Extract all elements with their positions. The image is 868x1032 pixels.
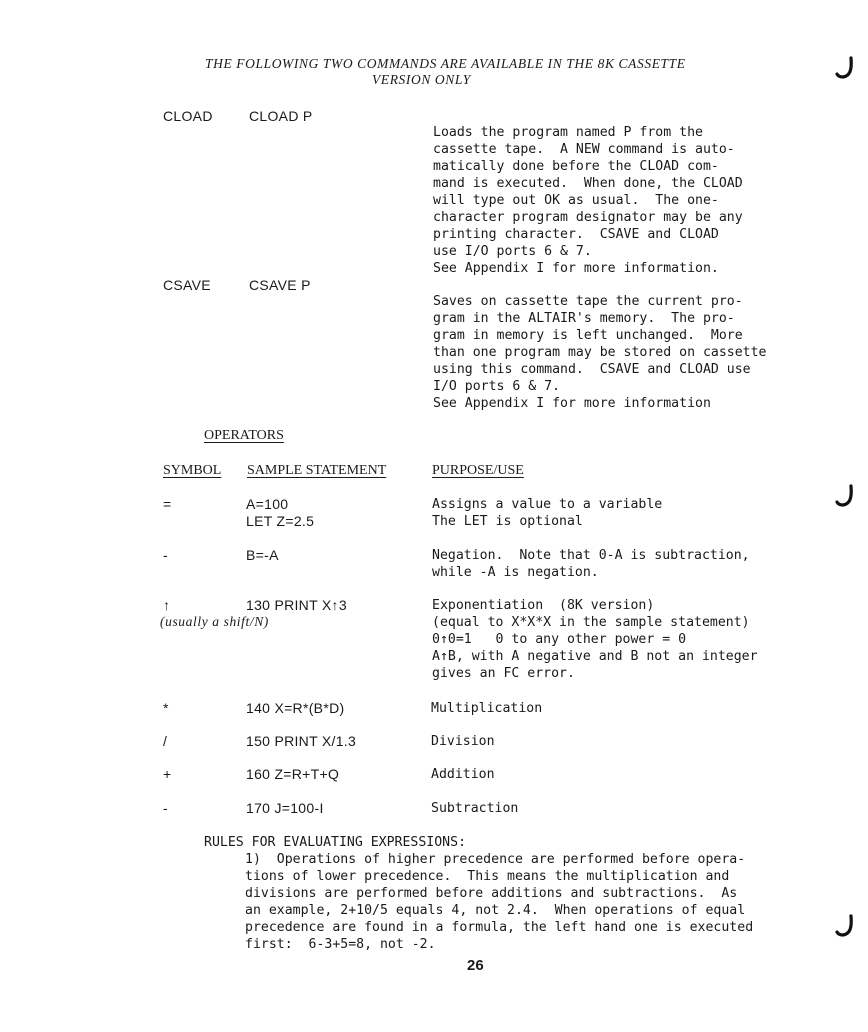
purpose-text <box>432 547 750 581</box>
description-line: I/O ports 6 & 7. <box>433 379 561 394</box>
rules-line: divisions are performed before additions and subtractions. As <box>245 886 738 901</box>
purpose-text: Addition <box>431 767 495 782</box>
sample-statement: 170 J=100-I <box>246 800 324 816</box>
description-line: mand is executed. When done, the CLOAD <box>433 176 743 191</box>
command-sample-cload: CLOAD P <box>249 108 313 124</box>
sample-statement: 160 Z=R+T+Q <box>246 766 340 782</box>
rules-line: 1) Operations of higher precedence are performed before opera- <box>245 852 746 867</box>
rules-line: precedence are found in a formula, the left hand one is executed <box>245 920 754 935</box>
purpose-line: 0↑0=1 0 to any other power = 0 <box>432 632 687 647</box>
purpose-line: Negation. Note that 0-A is subtraction, <box>432 548 750 563</box>
sample-statement: 130 PRINT X↑3 <box>246 597 347 613</box>
purpose-text <box>432 597 758 682</box>
sample-statement: 140 X=R*(B*D) <box>246 700 345 716</box>
purpose-text: Division <box>431 734 495 749</box>
description-line: than one program may be stored on cassette <box>433 345 767 360</box>
command-sample-csave: CSAVE P <box>249 277 311 293</box>
operator-symbol: - <box>163 547 168 563</box>
command-description-csave <box>433 276 766 429</box>
column-header-sample: SAMPLE STATEMENT <box>247 463 387 478</box>
description-line: See Appendix I for more information <box>433 396 711 411</box>
description-line: using this command. CSAVE and CLOAD use <box>433 362 751 377</box>
header-line-1: THE FOLLOWING TWO COMMANDS ARE AVAILABLE IN THE 8K CASSETTE <box>205 56 686 71</box>
command-name-cload: CLOAD <box>163 108 213 124</box>
purpose-text <box>432 496 662 530</box>
operator-symbol: = <box>163 496 172 512</box>
purpose-text: Multiplication <box>431 701 543 716</box>
purpose-line: gives an FC error. <box>432 666 575 681</box>
sample-statement: A=100 <box>246 496 289 512</box>
description-line: gram in the ALTAIR's memory. The pro- <box>433 311 735 326</box>
description-line: cassette tape. A NEW command is auto- <box>433 142 735 157</box>
description-line: gram in memory is left unchanged. More <box>433 328 743 343</box>
rules-line: tions of lower precedence. This means the multiplication and <box>245 869 730 884</box>
rules-line: an example, 2+10/5 equals 4, not 2.4. When operations of equal <box>245 903 746 918</box>
sample-statement: LET Z=2.5 <box>246 513 315 529</box>
purpose-line: The LET is optional <box>432 514 583 529</box>
purpose-text: Subtraction <box>431 801 519 816</box>
purpose-line: A↑B, with A negative and B not an integer <box>432 649 758 664</box>
operator-note: (usually a shift/N) <box>160 614 269 629</box>
rules-line: first: 6-3+5=8, not -2. <box>245 937 436 952</box>
purpose-line: Exponentiation (8K version) <box>432 598 655 613</box>
binder-hook-icon <box>834 56 856 82</box>
column-header-symbol: SYMBOL <box>163 463 222 478</box>
operator-symbol: / <box>163 733 168 749</box>
header-line-2: VERSION ONLY <box>372 72 471 87</box>
description-line: printing character. CSAVE and CLOAD <box>433 227 719 242</box>
operators-title: OPERATORS <box>204 428 284 443</box>
binder-hook-icon <box>834 914 856 940</box>
purpose-line: while -A is negation. <box>432 565 599 580</box>
description-line: use I/O ports 6 & 7. <box>433 244 592 259</box>
purpose-line: (equal to X*X*X in the sample statement) <box>432 615 750 630</box>
description-line: See Appendix I for more information. <box>433 261 719 276</box>
page-number: 26 <box>467 957 484 974</box>
description-line: will type out OK as usual. The one- <box>433 193 719 208</box>
rules-body <box>245 851 753 953</box>
operator-symbol: - <box>163 800 168 816</box>
rules-title: RULES FOR EVALUATING EXPRESSIONS: <box>204 835 467 850</box>
sample-statement: B=-A <box>246 547 279 563</box>
description-line: Loads the program named P from the <box>433 125 703 140</box>
operator-symbol: * <box>163 700 169 716</box>
column-header-purpose: PURPOSE/USE <box>432 463 524 478</box>
operator-symbol: + <box>163 766 172 782</box>
command-description-cload <box>433 107 743 294</box>
command-name-csave: CSAVE <box>163 277 211 293</box>
description-line: matically done before the CLOAD com- <box>433 159 719 174</box>
purpose-line: Assigns a value to a variable <box>432 497 663 512</box>
description-line: Saves on cassette tape the current pro- <box>433 294 743 309</box>
description-line: character program designator may be any <box>433 210 743 225</box>
binder-hook-icon <box>834 484 856 510</box>
sample-statement: 150 PRINT X/1.3 <box>246 733 357 749</box>
operator-symbol: ↑ <box>163 597 171 613</box>
